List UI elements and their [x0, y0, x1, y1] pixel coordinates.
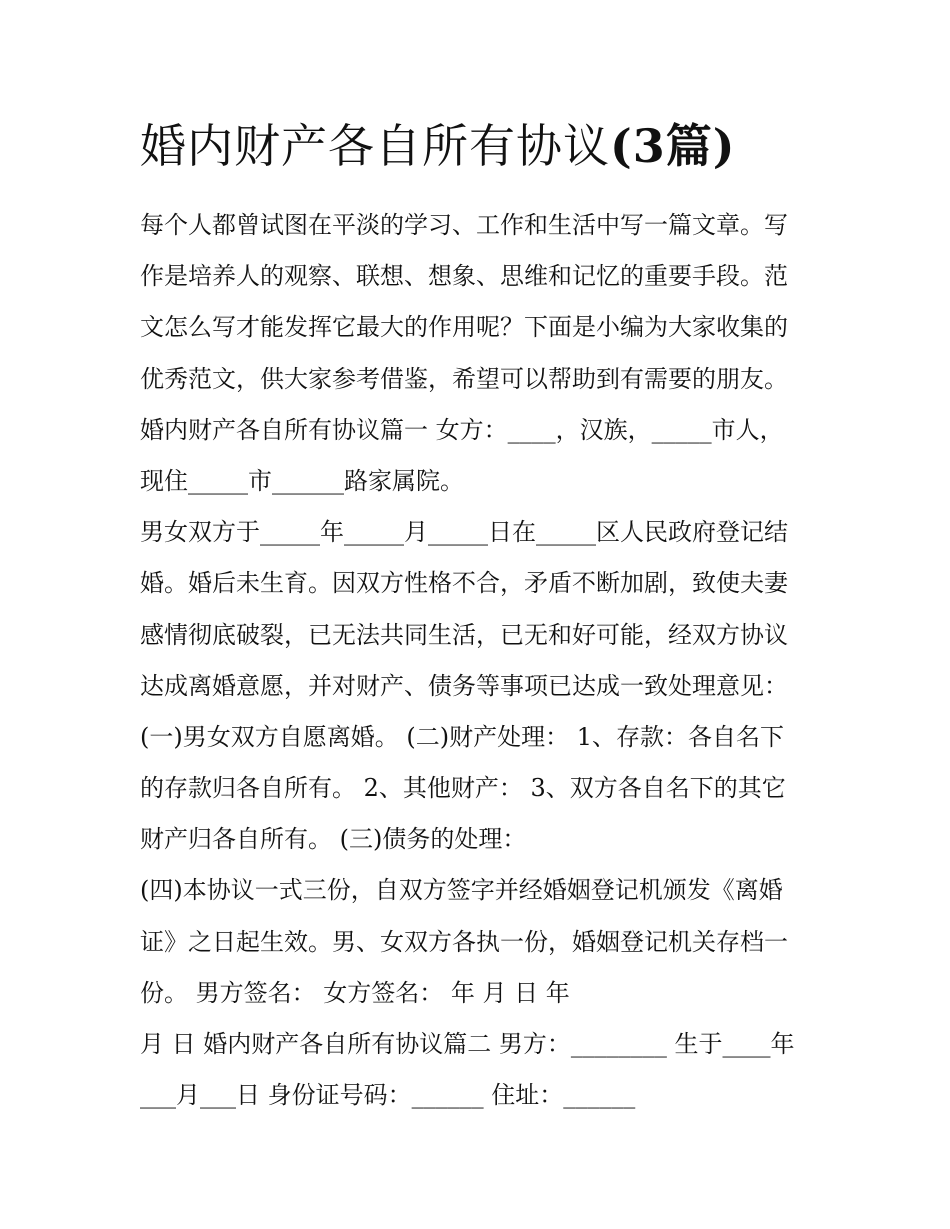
text-line: 证》之日起生效。男、女双方各执一份，婚姻登记机关存档一 — [140, 927, 788, 956]
text-line: 文怎么写才能发挥它最大的作用呢？下面是小编为大家收集的 — [140, 313, 788, 342]
text-line: 优秀范文，供大家参考借鉴，希望可以帮助到有需要的朋友。 — [140, 364, 788, 393]
text-line: 财产归各自所有。 (三)债务的处理： — [140, 825, 527, 854]
title-main: 婚内财产各自所有协议 — [140, 119, 610, 173]
title-suffix: (3篇) — [610, 119, 736, 173]
text-line: 每个人都曾试图在平淡的学习、工作和生活中写一篇文章。写 — [140, 211, 788, 239]
document-body — [140, 200, 820, 1121]
text-line: (一)男女双方自愿离婚。 (二)财产处理： 1、存款：各自名下 — [140, 722, 784, 751]
text-line: 份。 男方签名： 女方签名： 年 月 日 年 — [140, 978, 570, 1007]
text-line: ___月___日 身份证号码：______ 住址：______ — [140, 1081, 636, 1110]
text-line: 男女双方于_____年_____月_____日在_____区人民政府登记结 — [140, 518, 788, 547]
text-line: 现住_____市______路家属院。 — [140, 466, 464, 495]
text-line: 婚。婚后未生育。因双方性格不合，矛盾不断加剧，致使夫妻 — [140, 569, 788, 598]
text-line: 的存款归各自所有。 2、其他财产： 3、双方各自名下的其它 — [140, 774, 786, 803]
document-title — [140, 114, 840, 178]
text-line: 婚内财产各自所有协议篇一 女方：____，汉族，_____市人， — [140, 415, 784, 444]
text-line: (四)本协议一式三份，自双方签字并经婚姻登记机颁发《离婚 — [140, 876, 783, 905]
text-line: 感情彻底破裂，已无法共同生活，已无和好可能，经双方协议 — [140, 620, 788, 649]
text-line: 月 日 婚内财产各自所有协议篇二 男方：________ 生于____年 — [140, 1030, 795, 1058]
text-line: 达成离婚意愿，并对财产、债务等事项已达成一致处理意见： — [140, 671, 788, 700]
text-line: 作是培养人的观察、联想、想象、思维和记忆的重要手段。范 — [140, 262, 788, 291]
